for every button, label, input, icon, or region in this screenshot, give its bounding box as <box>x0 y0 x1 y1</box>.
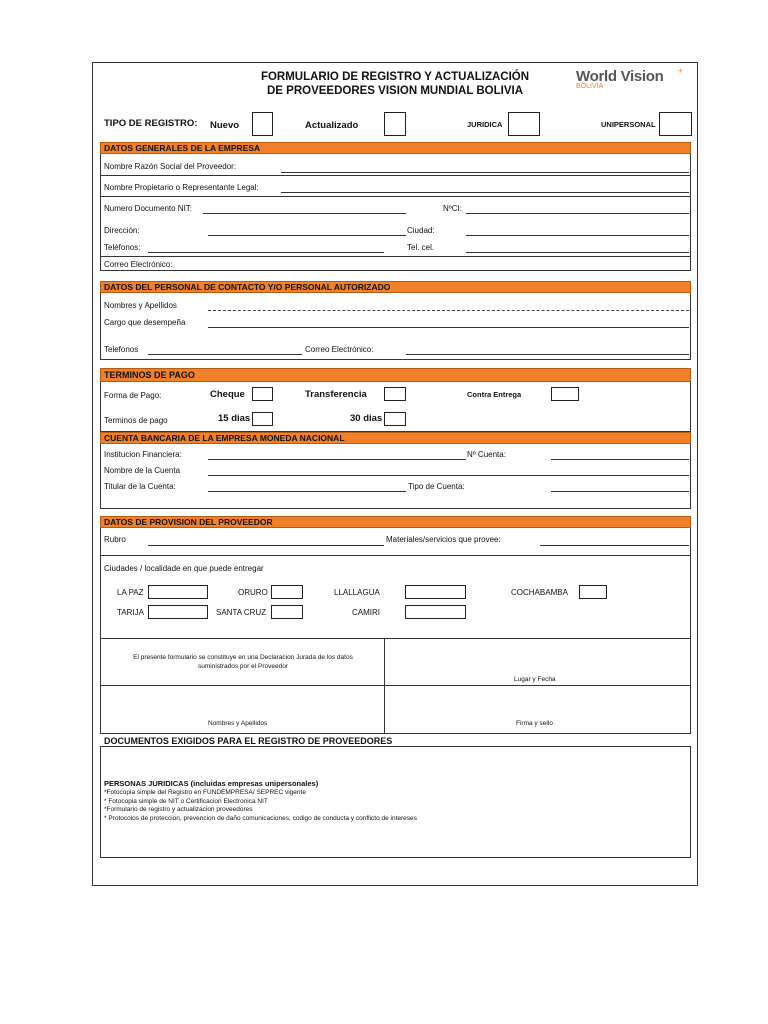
ci-field[interactable] <box>466 213 689 214</box>
terminos-label: Terminos de pago <box>104 416 168 425</box>
juridica-checkbox[interactable] <box>508 112 540 136</box>
contra-entrega-label: Contra Entrega <box>467 390 522 399</box>
declaration-line-2: suministrados por el Proveedor <box>198 663 288 670</box>
tipo-cuenta-field[interactable] <box>551 491 689 492</box>
registration-updated-checkbox[interactable] <box>384 112 406 136</box>
city-la-paz-label: LA PAZ <box>117 588 144 597</box>
world-vision-logo <box>576 68 686 104</box>
tel-cel-field[interactable] <box>466 252 689 253</box>
bank-heading: CUENTA BANCARIA DE LA EMPRESA MONEDA NACIONAL <box>100 432 691 444</box>
logo-plus-icon: + <box>678 66 683 75</box>
dias-30-checkbox[interactable] <box>384 412 406 426</box>
nombre-cuenta-label: Nombre de la Cuenta <box>104 466 181 475</box>
forma-pago-label: Forma de Pago: <box>104 391 162 400</box>
documents-item: * Protocolos de proteccion, prevencion de daño comunicaciones, codigo de conducta y conflicto de intereses <box>104 814 417 822</box>
contact-nombres-field[interactable] <box>208 310 689 311</box>
declaration-line-1: El presente formulario se constituye en una Declaracion Jurada de los datos <box>133 654 353 661</box>
contact-correo-label: Correo Electrónico: <box>305 345 374 354</box>
logo-name: World Vision <box>576 68 664 85</box>
registration-updated-label: Actualizado <box>305 120 359 131</box>
payment-heading: TERMINOS DE PAGO <box>100 368 691 382</box>
titular-field[interactable] <box>208 491 406 492</box>
company-heading: DATOS GENERALES DE LA EMPRESA <box>100 142 691 154</box>
city-santa-cruz-box[interactable] <box>271 605 303 619</box>
city-camiri-box[interactable] <box>405 605 466 619</box>
contra-entrega-checkbox[interactable] <box>551 387 579 401</box>
materiales-field[interactable] <box>540 545 689 546</box>
cheque-checkbox[interactable] <box>252 387 273 401</box>
city-santa-cruz-label: SANTA CRUZ <box>216 608 267 617</box>
transferencia-checkbox[interactable] <box>384 387 406 401</box>
nro-cuenta-field[interactable] <box>551 459 689 460</box>
city-cochabamba-label: COCHABAMBA <box>511 588 568 597</box>
divider <box>100 196 691 197</box>
contact-correo-field[interactable] <box>406 354 689 355</box>
provision-heading: DATOS DE PROVISION DEL PROVEEDOR <box>100 516 691 528</box>
nombre-cuenta-field[interactable] <box>208 475 689 476</box>
documents-heading: DOCUMENTOS EXIGIDOS PARA EL REGISTRO DE PROVEEDORES <box>104 736 393 746</box>
city-llallagua-label: LLALLAGUA <box>334 588 380 597</box>
ciudad-field[interactable] <box>466 235 689 236</box>
tipo-cuenta-label: Tipo de Cuenta: <box>408 482 465 491</box>
logo-country: BOLIVIA <box>576 83 604 90</box>
title-line-1: FORMULARIO DE REGISTRO Y ACTUALIZACIÓN <box>260 71 530 83</box>
tel-cel-label: Tel. cel. <box>407 243 435 252</box>
unipersonal-checkbox[interactable] <box>659 112 692 136</box>
telefonos-label: Teléfonos: <box>104 243 141 252</box>
ci-label: NºCI: <box>443 204 462 213</box>
direccion-field[interactable] <box>208 235 406 236</box>
city-tarija-box[interactable] <box>148 605 208 619</box>
lugar-fecha-label: Lugar y Fecha <box>514 676 556 683</box>
dias-15-label: 15 dias <box>218 413 251 424</box>
divider <box>100 638 691 639</box>
documents-item: * Fotocopia simple de NIT o Certificacion Electronica NIT <box>104 797 268 805</box>
contact-telefonos-label: Telefonos <box>104 345 139 354</box>
cargo-field[interactable] <box>208 327 689 328</box>
ciudad-label: Ciudad: <box>407 226 435 235</box>
registration-new-label: Nuevo <box>210 120 240 131</box>
nit-field[interactable] <box>203 213 406 214</box>
dias-15-checkbox[interactable] <box>252 412 273 426</box>
ciudades-label: Ciudades / localidade en que puede entregar <box>104 564 264 573</box>
documents-list <box>104 789 417 823</box>
razon-social-label: Nombre Razón Social del Proveedor: <box>104 162 237 171</box>
propietario-label: Nombre Propietario o Representante Legal: <box>104 183 259 192</box>
transferencia-label: Transferencia <box>305 389 367 400</box>
city-tarija-label: TARIJA <box>117 608 144 617</box>
titular-label: Titular de la Cuenta: <box>104 482 176 491</box>
form-title <box>230 70 560 98</box>
propietario-field[interactable] <box>281 192 689 193</box>
cargo-label: Cargo que desempeña <box>104 318 186 327</box>
city-oruro-label: ORURO <box>238 588 268 597</box>
documents-subheading: PERSONAS JURIDICAS (incluidas empresas unipersonales) <box>104 779 319 788</box>
divider <box>384 638 385 734</box>
city-llallagua-box[interactable] <box>405 585 466 599</box>
institucion-label: Institucion Financiera: <box>104 450 182 459</box>
provision-section <box>100 516 691 734</box>
materiales-label: Materiales/servicios que provee: <box>386 535 501 544</box>
correo-label: Correo Electrónico: <box>104 260 173 269</box>
rubro-label: Rubro <box>104 535 126 544</box>
rubro-field[interactable] <box>148 545 384 546</box>
contact-telefonos-field[interactable] <box>148 354 302 355</box>
registration-type-label: TIPO DE REGISTRO: <box>104 118 198 129</box>
documents-item: *Fotocopia simple del Registro en FUNDEMPRESA/ SEPREC vigente <box>104 789 306 796</box>
declaration-text <box>104 653 382 671</box>
razon-social-field[interactable] <box>281 172 689 173</box>
direccion-label: Dirección: <box>104 226 140 235</box>
registration-new-checkbox[interactable] <box>252 112 273 136</box>
city-camiri-label: CAMIRI <box>352 608 380 617</box>
juridica-label: JURIDICA <box>467 120 503 129</box>
signature-name-label: Nombres y Apellidos <box>208 720 268 727</box>
title-line-2: DE PROVEEDORES VISION MUNDIAL BOLIVIA <box>266 85 523 97</box>
institucion-field[interactable] <box>208 459 466 460</box>
divider <box>100 555 691 556</box>
divider <box>100 685 691 686</box>
divider <box>100 175 691 176</box>
city-la-paz-box[interactable] <box>148 585 208 599</box>
nro-cuenta-label: Nº Cuenta: <box>467 450 506 459</box>
cheque-label: Cheque <box>210 389 245 400</box>
documents-item: *Formulario de registro y actualizacion proveedores <box>104 806 253 813</box>
unipersonal-label: UNIPERSONAL <box>601 120 656 129</box>
telefonos-field[interactable] <box>148 252 384 253</box>
contact-heading: DATOS DEL PERSONAL DE CONTACTO Y/O PERSONAL AUTORIZADO <box>100 281 691 293</box>
city-cochabamba-box[interactable] <box>579 585 607 599</box>
city-oruro-box[interactable] <box>271 585 303 599</box>
dias-30-label: 30 dias <box>350 413 383 424</box>
contact-nombres-label: Nombres y Apellidos <box>104 301 177 310</box>
nit-label: Numero Documento NIT: <box>104 204 193 213</box>
divider <box>100 256 691 257</box>
firma-sello-label: Firma y sello <box>516 720 553 727</box>
